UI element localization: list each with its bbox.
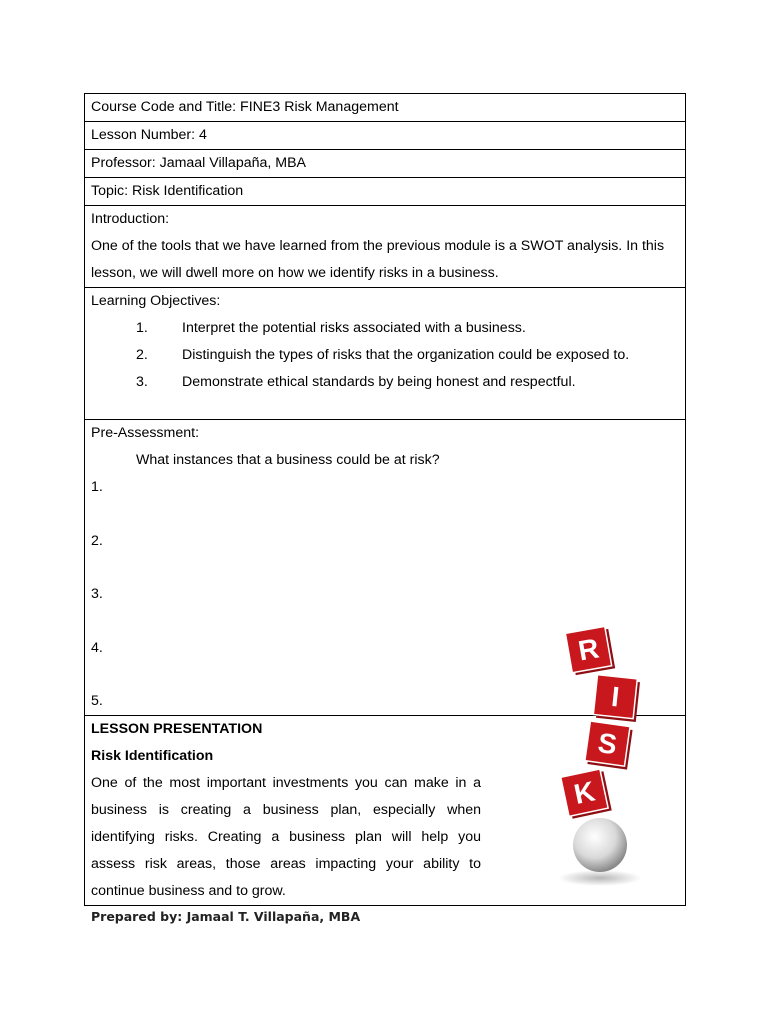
answer-blank: 4. <box>91 639 103 656</box>
introduction-label: Introduction: <box>91 211 170 227</box>
answer-blank: 3. <box>91 586 103 602</box>
answer-blank: 2. <box>91 532 103 549</box>
block-r <box>565 626 615 676</box>
risk-blocks-image <box>548 610 668 895</box>
objective-text: Interpret the potential risks associated with a business. <box>182 320 526 336</box>
objective-number: 2. <box>136 347 148 363</box>
pre-assessment-label: Pre-Assessment: <box>91 425 200 441</box>
topic: Topic: Risk Identification <box>85 178 686 206</box>
block-i <box>593 675 640 722</box>
lesson-number: Lesson Number: 4 <box>85 122 686 150</box>
introduction-text: One of the tools that we have learned from the previous module is a SWOT analysis. In this lesson, we will dwell more on how we identify risks in a business. <box>91 238 665 281</box>
objective-number: 3. <box>136 374 148 390</box>
white-ball <box>573 818 627 872</box>
block-k <box>561 768 612 819</box>
lesson-text: One of the most important investments you can make in a business is creating a business plan, especially when identifying risks. Creating a business plan will help you assess risk areas, those areas impacting your ability to continue business and to grow. <box>91 775 481 899</box>
list-item <box>91 342 679 369</box>
objectives-list <box>91 315 679 396</box>
objectives-label: Learning Objectives: <box>91 293 221 309</box>
answer-blank: 5. <box>91 693 103 709</box>
list-item <box>91 369 679 396</box>
professor: Professor: Jamaal Villapaña, MBA <box>85 150 686 178</box>
list-item <box>91 315 679 342</box>
pre-assessment-question: What instances that a business could be at risk? <box>136 452 440 468</box>
objectives-cell <box>85 288 686 420</box>
objective-text: Demonstrate ethical standards by being honest and respectful. <box>182 374 576 390</box>
course-title: Course Code and Title: FINE3 Risk Management <box>85 94 686 122</box>
block-letter: K <box>571 775 598 810</box>
lesson-heading: LESSON PRESENTATION <box>91 721 263 737</box>
block-letter: R <box>575 632 602 667</box>
ball-shadow <box>558 870 642 886</box>
block-letter: I <box>609 680 621 713</box>
answer-blank: 1. <box>91 479 103 495</box>
block-letter: S <box>596 726 619 761</box>
objective-text: Distinguish the types of risks that the organization could be exposed to. <box>182 347 630 363</box>
introduction-cell <box>85 206 686 288</box>
lesson-subheading: Risk Identification <box>91 748 214 764</box>
block-s <box>584 721 633 770</box>
objective-number: 1. <box>136 320 148 336</box>
footer-prepared-by: Prepared by: Jamaal T. Villapaña, MBA <box>91 909 361 924</box>
